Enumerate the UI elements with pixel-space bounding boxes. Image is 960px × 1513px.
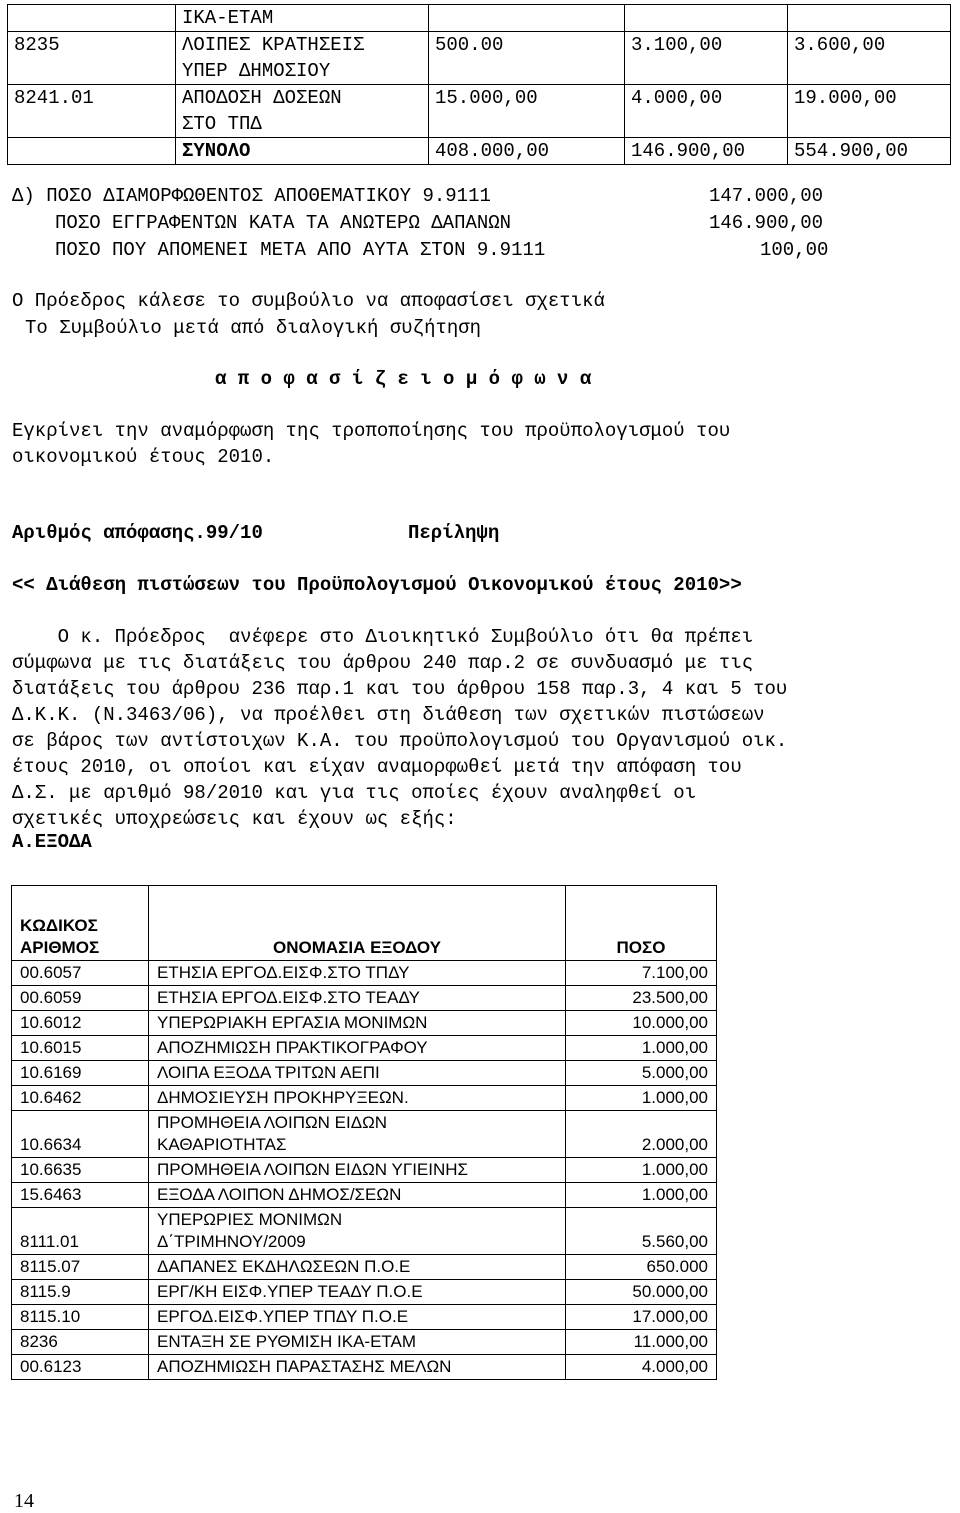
expense-amount: 10.000,00 — [566, 1011, 717, 1036]
president-call: Ο Πρόεδρος κάλεσε το συμβούλιο να αποφασίσει σχετικά — [12, 290, 605, 312]
expense-row — [12, 1255, 717, 1280]
reserve-value: 147.000,00 — [709, 185, 824, 207]
expense-row — [12, 961, 717, 986]
expense-amount: 5.000,00 — [566, 1061, 717, 1086]
expense-name: ΑΠΟΖΗΜΙΩΣΗ ΠΡΑΚΤΙΚΟΓΡΑΦΟΥ — [149, 1036, 566, 1061]
expense-row — [12, 1011, 717, 1036]
budget-amount-c-cell: 554.900,00 — [788, 138, 951, 165]
expense-amount: 5.560,00 — [566, 1208, 717, 1255]
expense-name: ΥΠΕΡΩΡΙΑΚΗ ΕΡΓΑΣΙΑ ΜΟΝΙΜΩΝ — [149, 1011, 566, 1036]
expense-amount: 17.000,00 — [566, 1305, 717, 1330]
expense-row — [12, 1208, 717, 1255]
expense-name: ΥΠΕΡΩΡΙΕΣ ΜΟΝΙΜΩΝ Δ΄ΤΡΙΜΗΝΟΥ/2009 — [149, 1208, 566, 1255]
budget-amount-b-cell: 146.900,00 — [625, 138, 788, 165]
expense-row — [12, 1111, 717, 1158]
expense-name: ΕΤΗΣΙΑ ΕΡΓΟΔ.ΕΙΣΦ.ΣΤΟ ΤΕΑΔΥ — [149, 986, 566, 1011]
expense-code: 8115.10 — [12, 1305, 149, 1330]
expense-name: ΕΡΓ/ΚΗ ΕΙΣΦ.ΥΠΕΡ ΤΕΑΔΥ Π.Ο.Ε — [149, 1280, 566, 1305]
budget-code-cell: 8241.01 — [8, 85, 176, 138]
council-discussion: Το Συμβούλιο μετά από διαλογική συζήτηση — [25, 317, 482, 339]
expense-row — [12, 1330, 717, 1355]
reserve-label: Δ) ΠΟΣΟ ΔΙΑΜΟΡΦΩΘΕΝΤΟΣ ΑΠΟΘΕΜΑΤΙΚΟΥ 9.9111 — [12, 185, 491, 207]
expense-row — [12, 986, 717, 1011]
budget-amount-a-cell — [429, 5, 625, 32]
expense-amount: 7.100,00 — [566, 961, 717, 986]
expense-code: 10.6012 — [12, 1011, 149, 1036]
expense-code: 8111.01 — [12, 1208, 149, 1255]
budget-row — [8, 85, 951, 138]
section-heading: Α.ΕΞΟΔΑ — [12, 831, 92, 853]
budget-amount-c-cell: 3.600,00 — [788, 32, 951, 85]
expense-code: 00.6057 — [12, 961, 149, 986]
remaining-value: 100,00 — [760, 239, 829, 261]
expense-row — [12, 1280, 717, 1305]
expense-amount: 23.500,00 — [566, 986, 717, 1011]
budget-name-cell: ΛΟΙΠΕΣ ΚΡΑΤΗΣΕΙΣ ΥΠΕΡ ΔΗΜΟΣΙΟΥ — [176, 32, 429, 85]
expense-amount: 1.000,00 — [566, 1158, 717, 1183]
expense-code: 10.6462 — [12, 1086, 149, 1111]
expense-row — [12, 1036, 717, 1061]
expense-row — [12, 1158, 717, 1183]
summary-label: Περίληψη — [408, 522, 500, 544]
expense-row — [12, 1183, 717, 1208]
expense-amount: 1.000,00 — [566, 1183, 717, 1208]
budget-code-cell — [8, 138, 176, 165]
budget-code-cell: 8235 — [8, 32, 176, 85]
decision-word: α π ο φ α σ ί ζ ε ι ο μ ό φ ω ν α — [215, 368, 592, 390]
expense-amount: 1.000,00 — [566, 1086, 717, 1111]
expense-name: ΔΗΜΟΣΙΕΥΣΗ ΠΡΟΚΗΡΥΞΕΩΝ. — [149, 1086, 566, 1111]
page-number: 14 — [14, 1490, 34, 1512]
expense-name: ΔΑΠΑΝΕΣ ΕΚΔΗΛΩΣΕΩΝ Π.Ο.Ε — [149, 1255, 566, 1280]
budget-amount-b-cell — [625, 5, 788, 32]
expense-amount: 2.000,00 — [566, 1111, 717, 1158]
paragraph-line: σχετικές υποχρεώσεις και έχουν ως εξής: — [12, 808, 457, 830]
expense-amount: 50.000,00 — [566, 1280, 717, 1305]
expense-amount: 650.000 — [566, 1255, 717, 1280]
expense-code: 8115.9 — [12, 1280, 149, 1305]
remaining-label: ΠΟΣΟ ΠΟΥ ΑΠΟΜΕΝΕΙ ΜΕΤΑ ΑΠΟ ΑΥΤΑ ΣΤΟΝ 9.9111 — [55, 239, 546, 261]
paragraph-line: Δ.Κ.Κ. (Ν.3463/06), να προέλθει στη διάθεση των σχετικών πιστώσεων — [12, 704, 765, 726]
header-amount: ΠΟΣΟ — [566, 886, 717, 961]
budget-amount-b-cell: 3.100,00 — [625, 32, 788, 85]
decision-number: Αριθμός απόφασης.99/10 — [12, 522, 263, 544]
paragraph-line: διατάξεις του άρθρου 236 παρ.1 και του άρθρου 158 παρ.3, 4 και 5 του — [12, 678, 788, 700]
budget-code-cell — [8, 5, 176, 32]
summary-title: << Διάθεση πιστώσεων του Προϋπολογισμού Οικονομικού έτους 2010>> — [12, 574, 742, 596]
budget-name-cell: ΑΠΟΔΟΣΗ ΔΟΣΕΩΝ ΣΤΟ ΤΠΔ — [176, 85, 429, 138]
paragraph-line: σε βάρος των αντίστοιχων Κ.Α. του προϋπολογισμού του Οργανισμού οικ. — [12, 730, 788, 752]
expense-name: ΠΡΟΜΗΘΕΙΑ ΛΟΙΠΩΝ ΕΙΔΩΝ ΚΑΘΑΡΙΟΤΗΤΑΣ — [149, 1111, 566, 1158]
expense-amount: 4.000,00 — [566, 1355, 717, 1380]
header-name: ΟΝΟΜΑΣΙΑ ΕΞΟΔΟΥ — [149, 886, 566, 961]
registered-label: ΠΟΣΟ ΕΓΓΡΑΦΕΝΤΩΝ ΚΑΤΑ ΤΑ ΑΝΩΤΕΡΩ ΔΑΠΑΝΩΝ — [55, 212, 512, 234]
expense-row — [12, 1061, 717, 1086]
expense-name: ΕΝΤΑΞΗ ΣΕ ΡΥΘΜΙΣΗ ΙΚΑ-ΕΤΑΜ — [149, 1330, 566, 1355]
budget-name-cell: ΙΚΑ-ΕΤΑΜ — [176, 5, 429, 32]
budget-amount-a-cell: 408.000,00 — [429, 138, 625, 165]
registered-value: 146.900,00 — [709, 212, 824, 234]
expense-code: 8115.07 — [12, 1255, 149, 1280]
expense-row — [12, 1355, 717, 1380]
reserve-line-1 — [12, 185, 491, 207]
paragraph-line: Δ.Σ. με αριθμό 98/2010 και για τις οποίες έχουν αναληφθεί οι — [12, 782, 697, 804]
expense-name: ΕΞΟΔΑ ΛΟΙΠΟΝ ΔΗΜΟΣ/ΣΕΩΝ — [149, 1183, 566, 1208]
expense-amount: 1.000,00 — [566, 1036, 717, 1061]
expense-name: ΠΡΟΜΗΘΕΙΑ ΛΟΙΠΩΝ ΕΙΔΩΝ ΥΓΙΕΙΝΗΣ — [149, 1158, 566, 1183]
budget-amount-a-cell: 500.00 — [429, 32, 625, 85]
budget-row — [8, 32, 951, 85]
budget-amount-c-cell: 19.000,00 — [788, 85, 951, 138]
budget-name-cell: ΣΥΝΟΛΟ — [176, 138, 429, 165]
budget-transfer-table — [7, 4, 951, 165]
approve-line-1: Εγκρίνει την αναμόρφωση της τροποποίησης του προϋπολογισμού του — [12, 420, 731, 442]
expense-code: 00.6059 — [12, 986, 149, 1011]
header-code: ΚΩΔΙΚΟΣ ΑΡΙΘΜΟΣ — [12, 886, 149, 961]
expense-row — [12, 1305, 717, 1330]
budget-row — [8, 5, 951, 32]
expense-code: 8236 — [12, 1330, 149, 1355]
expenses-table — [11, 885, 717, 1380]
expense-name: ΛΟΙΠΑ ΕΞΟΔΑ ΤΡΙΤΩΝ ΑΕΠΙ — [149, 1061, 566, 1086]
budget-amount-c-cell — [788, 5, 951, 32]
budget-amount-b-cell: 4.000,00 — [625, 85, 788, 138]
approve-line-2: οικονομικού έτους 2010. — [12, 446, 275, 468]
expense-row — [12, 1086, 717, 1111]
expense-code: 10.6635 — [12, 1158, 149, 1183]
expenses-header-row — [12, 886, 717, 961]
paragraph-line: Ο κ. Πρόεδρος ανέφερε στο Διοικητικό Συμβούλιο ότι θα πρέπει — [12, 626, 754, 648]
expense-code: 10.6634 — [12, 1111, 149, 1158]
budget-row — [8, 138, 951, 165]
expense-code: 10.6015 — [12, 1036, 149, 1061]
expense-code: 10.6169 — [12, 1061, 149, 1086]
budget-amount-a-cell: 15.000,00 — [429, 85, 625, 138]
expense-name: ΑΠΟΖΗΜΙΩΣΗ ΠΑΡΑΣΤΑΣΗΣ ΜΕΛΩΝ — [149, 1355, 566, 1380]
paragraph-line: έτους 2010, οι οποίοι και είχαν αναμορφωθεί μετά την απόφαση του — [12, 756, 742, 778]
expense-name: ΕΤΗΣΙΑ ΕΡΓΟΔ.ΕΙΣΦ.ΣΤΟ ΤΠΔΥ — [149, 961, 566, 986]
expense-code: 00.6123 — [12, 1355, 149, 1380]
paragraph-line: σύμφωνα με τις διατάξεις του άρθρου 240 παρ.2 σε συνδυασμό με τις — [12, 652, 754, 674]
decision-paragraph — [12, 624, 787, 832]
expense-name: ΕΡΓΟΔ.ΕΙΣΦ.ΥΠΕΡ ΤΠΔΥ Π.Ο.Ε — [149, 1305, 566, 1330]
expense-code: 15.6463 — [12, 1183, 149, 1208]
expense-amount: 11.000,00 — [566, 1330, 717, 1355]
